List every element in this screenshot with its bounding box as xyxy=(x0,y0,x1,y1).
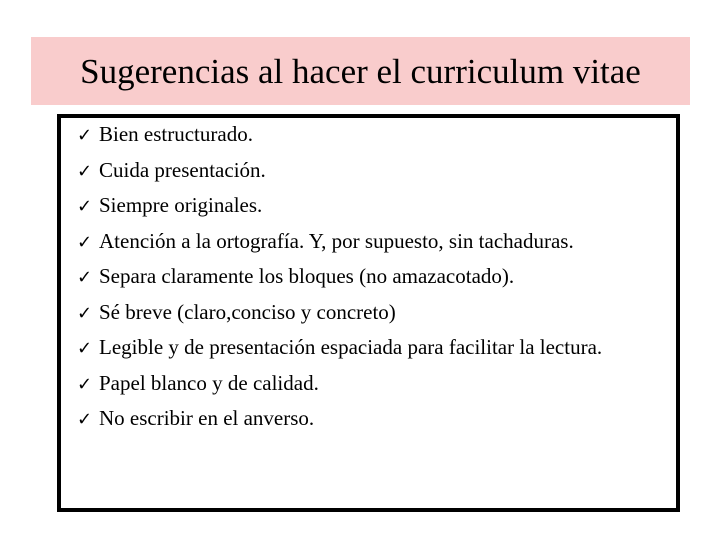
list-item-text: Cuida presentación. xyxy=(99,157,266,182)
checkmark-icon: ✓ xyxy=(77,196,93,217)
slide-title: Sugerencias al hacer el curriculum vitae xyxy=(80,51,641,91)
suggestions-list xyxy=(77,122,602,442)
checkmark-icon: ✓ xyxy=(77,231,93,253)
checkmark-icon: ✓ xyxy=(77,160,93,182)
checkmark-icon: ✓ xyxy=(77,267,93,288)
list-item-text: Separa claramente los bloques (no amazacotado). xyxy=(99,264,515,288)
list-item xyxy=(77,122,602,158)
list-item xyxy=(77,300,602,336)
list-item-text: Atención a la ortografía. Y, por supuesto, sin tachaduras. xyxy=(99,228,574,253)
list-item xyxy=(77,158,602,194)
checkmark-icon: ✓ xyxy=(77,302,93,324)
list-item-text: Papel blanco y de calidad. xyxy=(99,370,319,395)
checkmark-icon: ✓ xyxy=(77,125,93,146)
list-item xyxy=(77,406,602,442)
list-item-text: No escribir en el anverso. xyxy=(99,406,315,430)
suggestions-box xyxy=(57,114,680,512)
list-item xyxy=(77,264,602,300)
title-banner xyxy=(31,37,690,105)
list-item-text: Sé breve (claro,conciso y concreto) xyxy=(99,299,396,324)
list-item xyxy=(77,335,602,371)
checkmark-icon: ✓ xyxy=(77,409,93,430)
list-item-text: Siempre originales. xyxy=(99,193,263,217)
list-item-text: Legible y de presentación espaciada para facilitar la lectura. xyxy=(99,335,603,359)
list-item-text: Bien estructurado. xyxy=(99,122,253,146)
list-item xyxy=(77,371,602,407)
checkmark-icon: ✓ xyxy=(77,373,93,395)
checkmark-icon: ✓ xyxy=(77,338,93,359)
list-item xyxy=(77,193,602,229)
list-item xyxy=(77,229,602,265)
